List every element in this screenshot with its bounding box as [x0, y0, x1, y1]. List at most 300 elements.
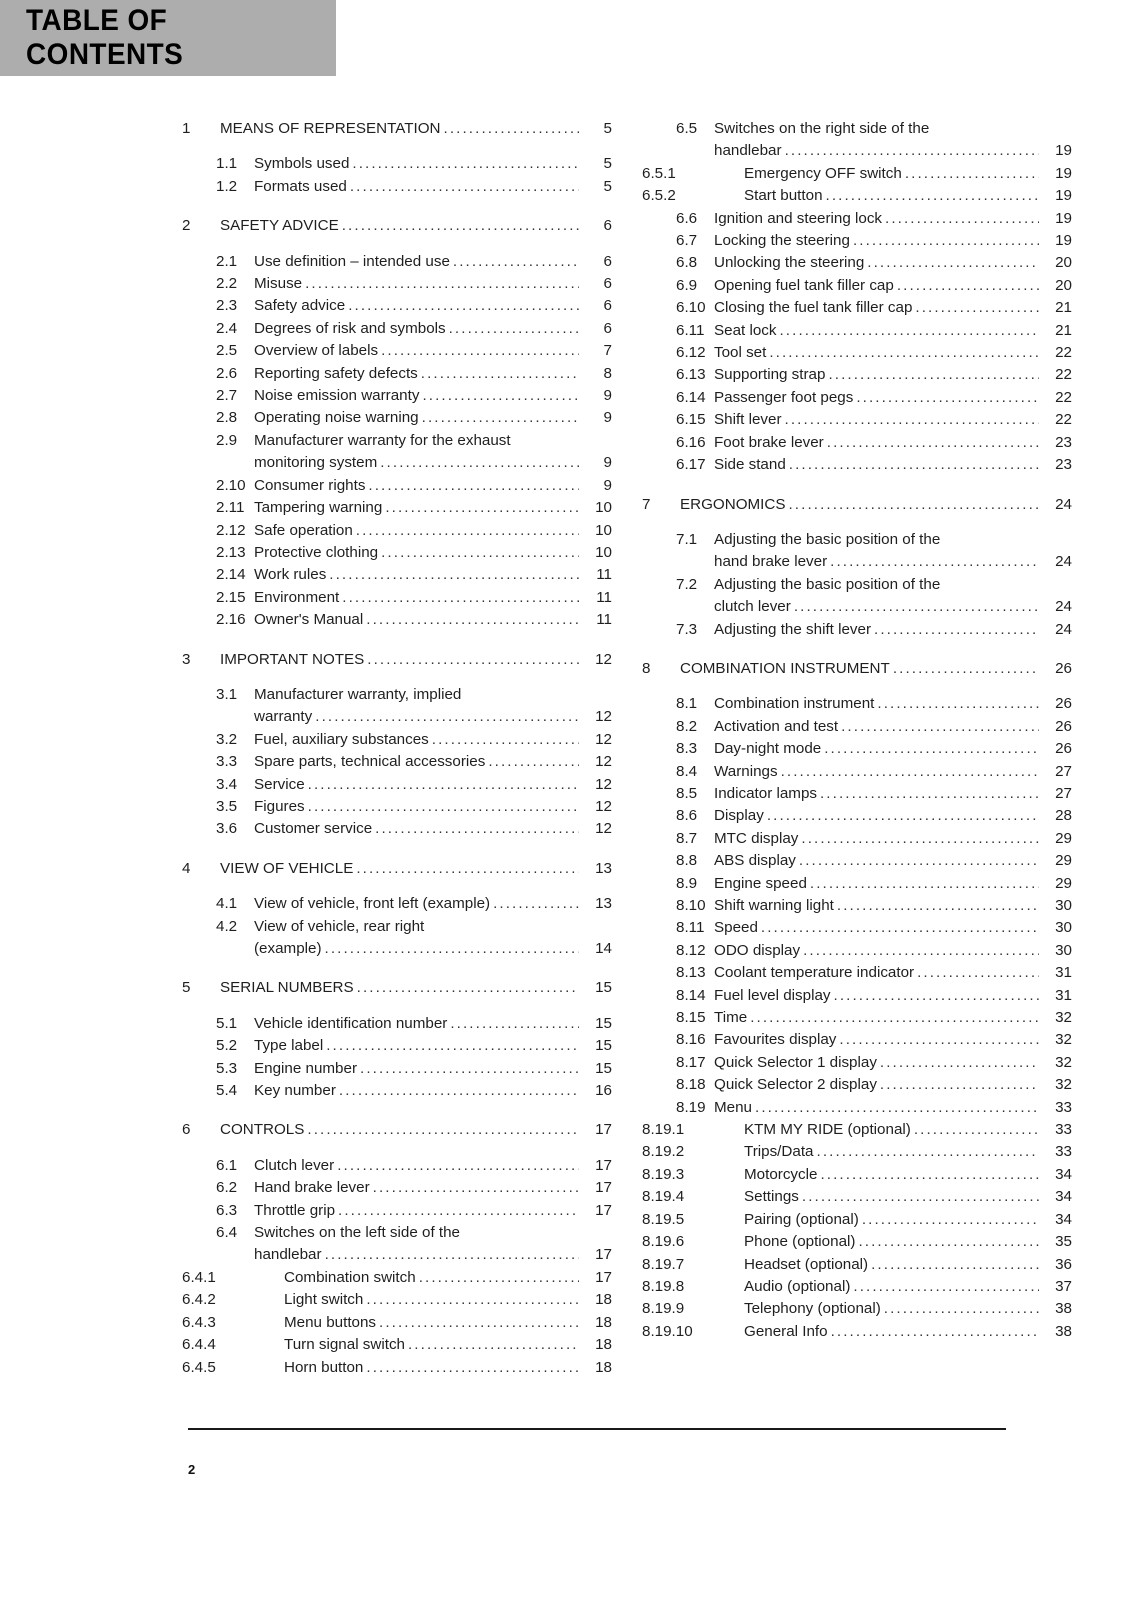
toc-entry[interactable] — [182, 729, 612, 751]
page-title: TABLE OF CONTENTS — [26, 4, 184, 71]
toc-entry-page: 17 — [595, 1156, 612, 1174]
toc-entry-body — [744, 1164, 1072, 1186]
toc-entry-page: 9 — [603, 476, 612, 494]
toc-entry[interactable] — [182, 1177, 612, 1199]
toc-entry-number: 8.19.10 — [642, 1322, 693, 1340]
toc-entry-number: 6.4.2 — [182, 1291, 216, 1309]
toc-entry-body — [714, 342, 1072, 364]
toc-entry[interactable] — [182, 340, 612, 362]
toc-entry-body — [254, 1222, 612, 1267]
toc-entry[interactable] — [642, 1276, 1072, 1298]
toc-entry-label: Overview of labels — [254, 342, 379, 360]
toc-leader-dots — [834, 985, 1040, 1007]
toc-entry[interactable] — [642, 658, 1072, 680]
footer-divider — [188, 1428, 1006, 1430]
toc-entry-label: ODO display — [714, 941, 801, 959]
toc-leader-dots — [366, 609, 579, 631]
toc-entry-page: 15 — [595, 1014, 612, 1032]
toc-entry[interactable] — [642, 297, 1072, 319]
toc-entry-number: 6.4.1 — [182, 1268, 216, 1286]
toc-entry[interactable] — [642, 1052, 1072, 1074]
toc-leader-dots — [799, 850, 1039, 872]
toc-entry-page: 29 — [1055, 852, 1072, 870]
toc-entry-label: Owner's Manual — [254, 611, 364, 629]
toc-entry-page: 14 — [595, 940, 612, 957]
toc-leader-dots — [337, 1155, 579, 1177]
toc-entry-body — [714, 716, 1072, 738]
toc-entry[interactable] — [642, 1254, 1072, 1276]
toc-leader-dots — [421, 363, 579, 385]
toc-entry-number: 7.1 — [676, 530, 698, 548]
toc-entry[interactable] — [182, 118, 612, 140]
toc-entry[interactable] — [642, 873, 1072, 895]
toc-entry[interactable] — [182, 1155, 612, 1177]
toc-entry[interactable] — [182, 796, 612, 818]
toc-entry[interactable] — [642, 716, 1072, 738]
toc-entry[interactable] — [642, 364, 1072, 386]
toc-entry[interactable] — [642, 1029, 1072, 1051]
toc-entry[interactable] — [642, 252, 1072, 274]
toc-entry-page: 22 — [1055, 411, 1072, 429]
toc-leader-dots — [380, 452, 579, 474]
toc-entry[interactable] — [182, 1080, 612, 1102]
toc-entry[interactable] — [642, 761, 1072, 783]
toc-leader-dots — [366, 1357, 579, 1379]
toc-entry-body — [680, 658, 1072, 680]
toc-leader-dots — [824, 738, 1039, 760]
toc-entry-number: 8.10 — [676, 897, 706, 914]
toc-entry-number: 2.6 — [216, 364, 238, 382]
toc-entry-number: 8.19.5 — [642, 1210, 685, 1228]
toc-entry-number: 8.3 — [676, 740, 698, 758]
toc-entry-label: Reporting safety defects — [254, 364, 418, 382]
toc-entry[interactable] — [182, 251, 612, 273]
toc-entry[interactable] — [642, 738, 1072, 760]
toc-entry-number: 8 — [642, 659, 651, 677]
toc-entry[interactable] — [182, 684, 612, 729]
toc-entry[interactable] — [182, 176, 612, 198]
toc-entry-body — [714, 1007, 1072, 1029]
toc-entry[interactable] — [642, 432, 1072, 454]
toc-leader-dots — [871, 1254, 1039, 1276]
toc-entry-body — [254, 916, 612, 961]
toc-entry-number: 1 — [182, 120, 191, 137]
toc-entry[interactable] — [642, 342, 1072, 364]
toc-leader-dots — [366, 1289, 579, 1311]
toc-leader-dots — [385, 497, 579, 519]
toc-entry-body — [714, 940, 1072, 962]
toc-entry-body — [714, 387, 1072, 409]
toc-entry-page: 12 — [595, 820, 612, 838]
toc-entry[interactable] — [182, 1119, 612, 1141]
toc-entry[interactable] — [642, 163, 1072, 185]
toc-entry-number: 6.8 — [676, 254, 698, 272]
toc-entry-number: 6.4.3 — [182, 1313, 216, 1331]
toc-entry[interactable] — [182, 407, 612, 429]
toc-entry-number: 5 — [182, 979, 191, 997]
toc-entry-number: 8.5 — [676, 784, 698, 802]
toc-entry-body — [254, 430, 612, 475]
toc-entry[interactable] — [182, 520, 612, 542]
toc-entry-body — [714, 364, 1072, 386]
toc-entry-body — [744, 1186, 1072, 1208]
toc-entry-number: 6.6 — [676, 209, 698, 227]
toc-entry-page: 21 — [1055, 321, 1072, 339]
toc-entry-number: 7.3 — [676, 620, 698, 638]
toc-entry-body — [714, 297, 1072, 319]
toc-entry-body — [254, 818, 612, 840]
toc-entry-number: 8.19.1 — [642, 1121, 685, 1139]
toc-entry-number: 8.19.2 — [642, 1143, 685, 1161]
toc-entry-page: 17 — [595, 1268, 612, 1286]
toc-entry[interactable] — [642, 1186, 1072, 1208]
toc-leader-dots — [820, 783, 1039, 805]
toc-leader-dots — [880, 1074, 1039, 1096]
toc-entry-body — [714, 873, 1072, 895]
toc-entry-page: 26 — [1055, 740, 1072, 758]
toc-entry-label: Operating noise warning — [254, 409, 419, 427]
toc-entry-page: 5 — [603, 177, 612, 195]
toc-entry[interactable] — [642, 985, 1072, 1007]
toc-entry-page: 17 — [595, 1201, 612, 1219]
toc-entry-label: CONTROLS — [220, 1121, 305, 1139]
toc-entry-label: Customer service — [254, 820, 373, 838]
toc-entry-page: 19 — [1055, 142, 1072, 160]
toc-entry[interactable] — [642, 1007, 1072, 1029]
toc-entry-number: 4 — [182, 859, 191, 877]
toc-leader-dots — [761, 917, 1039, 939]
toc-entry[interactable] — [642, 1231, 1072, 1253]
toc-entry[interactable] — [642, 1141, 1072, 1163]
toc-entry-number: 6.16 — [676, 433, 706, 451]
toc-entry[interactable] — [642, 118, 1072, 163]
toc-entry-label: Adjusting the shift lever — [714, 620, 872, 638]
toc-entry-page: 20 — [1055, 276, 1072, 294]
toc-leader-dots — [449, 318, 579, 340]
toc-entry-body — [744, 185, 1072, 207]
toc-entry-body — [284, 1334, 612, 1356]
toc-entry-number: 4.2 — [216, 917, 238, 935]
toc-entry[interactable] — [642, 619, 1072, 641]
toc-entry-body — [744, 1298, 1072, 1320]
toc-entry[interactable] — [182, 893, 612, 915]
toc-leader-dots — [893, 658, 1039, 680]
toc-entry-page: 24 — [1055, 598, 1072, 616]
toc-leader-dots — [305, 273, 579, 295]
toc-entry-number: 8.19.4 — [642, 1188, 685, 1206]
toc-entry[interactable] — [182, 273, 612, 295]
toc-entry[interactable] — [182, 858, 612, 880]
toc-leader-dots — [830, 551, 1039, 573]
toc-entry-body — [254, 751, 612, 773]
toc-entry-label: Unlocking the steering — [714, 254, 865, 272]
toc-entry-label: Quick Selector 2 display — [714, 1076, 877, 1094]
toc-entry-label: Noise emission warranty — [254, 387, 420, 405]
toc-entry[interactable] — [182, 774, 612, 796]
toc-entry-body — [744, 1119, 1072, 1141]
toc-entry-number: 8.9 — [676, 874, 698, 892]
toc-entry[interactable] — [642, 783, 1072, 805]
toc-entry-number: 2.1 — [216, 252, 238, 270]
toc-entry-number: 2.13 — [216, 543, 246, 561]
toc-entry[interactable] — [642, 230, 1072, 252]
toc-entry-label: Emergency OFF switch — [744, 164, 902, 182]
toc-entry-number: 6.14 — [676, 388, 706, 406]
toc-leader-dots — [419, 1267, 579, 1289]
toc-entry[interactable] — [182, 385, 612, 407]
toc-entry[interactable] — [642, 1097, 1072, 1119]
toc-leader-dots — [897, 275, 1039, 297]
toc-entry-page: 38 — [1055, 1322, 1072, 1340]
toc-entry-body — [714, 761, 1072, 783]
toc-entry-label: SAFETY ADVICE — [220, 217, 339, 235]
toc-entry[interactable] — [642, 454, 1072, 476]
toc-entry-body — [254, 684, 612, 729]
toc-entry-page: 31 — [1055, 964, 1072, 982]
toc-entry-number: 6.15 — [676, 411, 706, 429]
toc-entry-body — [254, 1058, 612, 1080]
toc-entry-label: Ignition and steering lock — [714, 209, 883, 227]
toc-entry-body — [714, 409, 1072, 431]
toc-entry-page: 11 — [596, 611, 612, 629]
toc-entry[interactable] — [642, 940, 1072, 962]
toc-leader-dots — [880, 1052, 1039, 1074]
toc-entry-page: 15 — [595, 1037, 612, 1055]
toc-entry-number: 3.3 — [216, 753, 238, 771]
toc-entry-label: Symbols used — [254, 155, 350, 173]
toc-entry[interactable] — [642, 1119, 1072, 1141]
toc-leader-dots — [315, 706, 579, 728]
toc-entry[interactable] — [182, 1058, 612, 1080]
toc-entry-number: 6.4 — [216, 1224, 238, 1242]
toc-leader-dots — [915, 297, 1039, 319]
toc-entry-label: Degrees of risk and symbols — [254, 319, 446, 337]
toc-entry[interactable] — [642, 1074, 1072, 1096]
toc-entry-number: 6.1 — [216, 1156, 238, 1174]
toc-entry-page: 12 — [595, 708, 612, 726]
toc-entry-body — [254, 251, 612, 273]
toc-entry-page: 6 — [603, 252, 612, 270]
toc-entry-body — [744, 1209, 1072, 1231]
toc-entry[interactable] — [182, 751, 612, 773]
toc-entry-number: 3 — [182, 650, 191, 668]
toc-entry-number: 2.4 — [216, 319, 238, 337]
toc-entry-label: Indicator lamps — [714, 784, 817, 802]
toc-entry[interactable] — [642, 1209, 1072, 1231]
toc-entry-body — [254, 1013, 612, 1035]
toc-entry-label: Fuel level display — [714, 986, 831, 1004]
toc-entry-body — [714, 917, 1072, 939]
toc-entry[interactable] — [182, 1334, 612, 1356]
toc-entry[interactable] — [182, 818, 612, 840]
toc-entry[interactable] — [182, 295, 612, 317]
toc-entry-number: 6.7 — [676, 232, 698, 250]
toc-entry-body — [714, 454, 1072, 476]
toc-entry-page: 12 — [595, 753, 612, 771]
toc-entry-label: Tampering warning — [254, 499, 383, 517]
toc-entry[interactable] — [182, 318, 612, 340]
toc-entry[interactable] — [182, 587, 612, 609]
toc-entry-label: Hand brake lever — [254, 1179, 370, 1197]
toc-entry-body — [254, 796, 612, 818]
toc-entry[interactable] — [182, 977, 612, 999]
toc-entry[interactable] — [642, 320, 1072, 342]
toc-entry[interactable] — [642, 962, 1072, 984]
toc-entry-page: 32 — [1055, 1009, 1072, 1027]
toc-entry-body — [254, 774, 612, 796]
toc-entry[interactable] — [642, 387, 1072, 409]
toc-entry-page: 21 — [1055, 299, 1072, 317]
toc-entry-page: 13 — [595, 859, 612, 877]
toc-leader-dots — [781, 761, 1039, 783]
toc-entry-page: 26 — [1055, 659, 1072, 677]
toc-entry[interactable] — [182, 542, 612, 564]
toc-leader-dots — [877, 693, 1039, 715]
toc-entry-number: 8.6 — [676, 807, 698, 825]
toc-entry[interactable] — [642, 275, 1072, 297]
toc-entry[interactable] — [182, 363, 612, 385]
toc-entry-page: 29 — [1055, 829, 1072, 847]
toc-entry-number: 8.1 — [676, 695, 698, 713]
toc-entry-number: 6.4.4 — [182, 1336, 216, 1354]
toc-entry-number: 6 — [182, 1121, 191, 1139]
toc-entry-body — [220, 977, 612, 999]
toc-entry[interactable] — [642, 494, 1072, 516]
toc-entry-label: Work rules — [254, 566, 327, 584]
toc-entry[interactable] — [642, 185, 1072, 207]
toc-entry[interactable] — [182, 430, 612, 475]
toc-entry[interactable] — [642, 208, 1072, 230]
toc-leader-dots — [342, 587, 579, 609]
toc-entry-number: 6.12 — [676, 344, 706, 362]
toc-entry[interactable] — [182, 1222, 612, 1267]
toc-entry-label: Display — [714, 807, 764, 825]
toc-entry[interactable] — [182, 497, 612, 519]
toc-entry[interactable] — [642, 409, 1072, 431]
toc-entry-number: 8.2 — [676, 717, 698, 735]
toc-entry-number: 5.4 — [216, 1082, 238, 1100]
toc-entry-label: Misuse — [254, 275, 303, 293]
table-of-contents — [0, 118, 1130, 1379]
toc-entry-number: 8.13 — [676, 964, 706, 982]
toc-entry-page: 30 — [1055, 919, 1072, 937]
toc-column-left — [182, 118, 612, 1379]
toc-entry-label: Opening fuel tank filler cap — [714, 276, 894, 294]
toc-entry[interactable] — [182, 153, 612, 175]
toc-entry-page: 22 — [1055, 388, 1072, 406]
toc-entry[interactable] — [182, 215, 612, 237]
toc-entry-label: Time — [714, 1009, 748, 1027]
toc-entry[interactable] — [642, 1164, 1072, 1186]
toc-leader-dots — [325, 1244, 579, 1266]
toc-leader-dots — [914, 1119, 1039, 1141]
toc-entry-body — [714, 1052, 1072, 1074]
toc-entry[interactable] — [182, 1289, 612, 1311]
toc-entry-label: Engine number — [254, 1059, 358, 1077]
toc-entry-page: 32 — [1055, 1053, 1072, 1071]
toc-entry-page: 18 — [595, 1336, 612, 1354]
toc-entry-label: ABS display — [714, 852, 796, 870]
toc-entry-body — [714, 828, 1072, 850]
toc-entry-label: Safety advice — [254, 297, 346, 315]
toc-leader-dots — [874, 619, 1039, 641]
toc-entry-label: Consumer rights — [254, 476, 366, 494]
toc-entry-number: 3.6 — [216, 820, 238, 838]
toc-entry[interactable] — [642, 1321, 1072, 1343]
toc-entry-body — [254, 542, 612, 564]
toc-entry-number: 5.3 — [216, 1059, 238, 1077]
toc-entry[interactable] — [642, 1298, 1072, 1320]
toc-entry[interactable] — [642, 850, 1072, 872]
toc-entry-page: 27 — [1055, 784, 1072, 802]
toc-entry-page: 7 — [603, 342, 612, 360]
toc-leader-dots — [853, 230, 1039, 252]
toc-entry-label-continued: (example) — [254, 940, 322, 957]
toc-entry-page: 34 — [1055, 1165, 1072, 1183]
toc-entry-label: Day-night mode — [714, 740, 822, 758]
toc-entry-body — [714, 962, 1072, 984]
toc-entry[interactable] — [642, 895, 1072, 917]
toc-entry-page: 26 — [1055, 695, 1072, 713]
toc-entry-label: Formats used — [254, 177, 347, 195]
toc-leader-dots — [884, 1298, 1039, 1320]
toc-entry-body — [254, 1155, 612, 1177]
toc-entry[interactable] — [182, 649, 612, 671]
toc-entry-label: Spare parts, technical accessories — [254, 753, 486, 771]
toc-entry[interactable] — [182, 1312, 612, 1334]
toc-entry[interactable] — [182, 475, 612, 497]
toc-entry-body — [254, 1177, 612, 1199]
toc-entry[interactable] — [182, 1267, 612, 1289]
toc-entry-number: 2.9 — [216, 431, 238, 449]
toc-leader-dots — [769, 342, 1039, 364]
toc-leader-dots — [856, 387, 1039, 409]
toc-leader-dots — [453, 251, 579, 273]
toc-entry-number: 3.2 — [216, 730, 238, 748]
toc-leader-dots — [339, 1080, 579, 1102]
toc-entry-body — [284, 1267, 612, 1289]
toc-entry-label: SERIAL NUMBERS — [220, 979, 354, 997]
toc-entry[interactable] — [642, 828, 1072, 850]
toc-entry-page: 6 — [603, 217, 612, 235]
toc-entry-label: Trips/Data — [744, 1143, 814, 1161]
toc-entry[interactable] — [182, 1200, 612, 1222]
toc-leader-dots — [905, 163, 1039, 185]
toc-entry[interactable] — [182, 1035, 612, 1057]
toc-entry-page: 36 — [1055, 1255, 1072, 1273]
toc-entry-body — [714, 118, 1072, 163]
toc-entry[interactable] — [642, 693, 1072, 715]
toc-entry[interactable] — [182, 1013, 612, 1035]
toc-entry-body — [254, 587, 612, 609]
toc-entry[interactable] — [642, 805, 1072, 827]
toc-entry-label: Supporting strap — [714, 366, 826, 384]
toc-entry-number: 5.2 — [216, 1037, 238, 1055]
toc-leader-dots — [348, 295, 579, 317]
toc-entry[interactable] — [182, 564, 612, 586]
toc-entry[interactable] — [182, 609, 612, 631]
toc-entry[interactable] — [642, 917, 1072, 939]
toc-entry[interactable] — [642, 529, 1072, 574]
toc-leader-dots — [360, 1058, 579, 1080]
toc-entry[interactable] — [642, 574, 1072, 619]
toc-entry-number: 8.19.6 — [642, 1233, 685, 1251]
toc-entry-body — [714, 738, 1072, 760]
toc-entry[interactable] — [182, 916, 612, 961]
toc-entry[interactable] — [182, 1357, 612, 1379]
toc-entry-page: 12 — [595, 650, 612, 668]
toc-entry-body — [284, 1289, 612, 1311]
